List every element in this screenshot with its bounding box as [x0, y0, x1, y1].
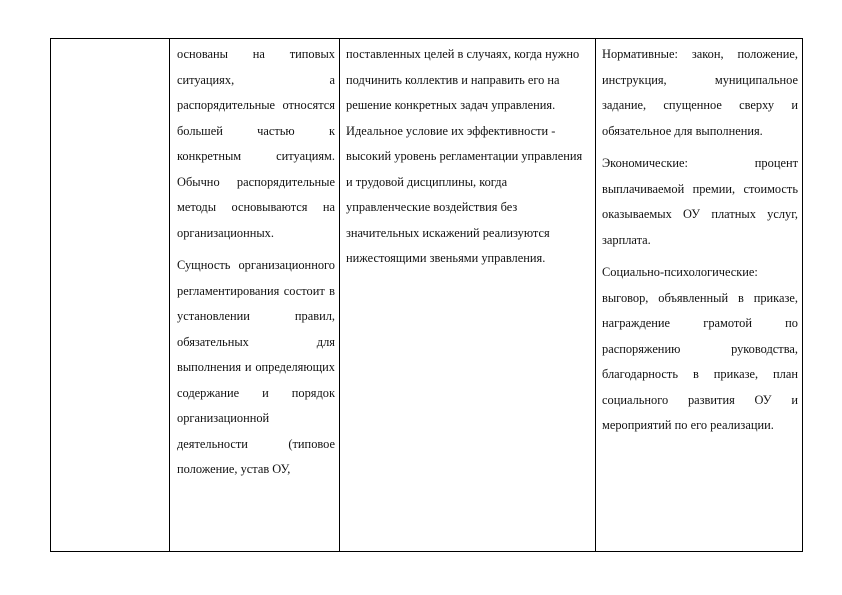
methods-table [50, 38, 803, 552]
cell-col3-content [340, 39, 595, 272]
col2-paragraph-2: Сущность организационного регламентирования состоит в установлении правил, обязательных для выполнения и определяющих содержание и порядок организационной деятельности (типовое положение, устав ОУ, [177, 258, 335, 476]
col4-paragraph-economic: Экономические: процент выплачиваемой премии, стоимость оказываемых ОУ платных услуг, зарплата. [602, 156, 798, 247]
cell-col2 [170, 39, 340, 552]
col3-paragraph-1: поставленных целей в случаях, когда нужно подчинить коллектив и направить его на решение конкретных задач управления. Идеальное условие их эффективности - высокий уровень регламентации управления и трудовой дисциплины, когда управленческие воздействия без значительных искажений реализуются нижестоящими звеньями управления. [346, 47, 583, 265]
cell-col3 [340, 39, 596, 552]
cell-col4 [596, 39, 803, 552]
col2-paragraph-1: основаны на типовых ситуациях, а распорядительные относятся большей частью к конкретным ситуациям. Обычно распорядительные методы основываются на организационных. [177, 47, 335, 240]
cell-col2-content [170, 39, 339, 483]
col4-paragraph-social: Социально-психологические: выговор, объявленный в приказе, награждение грамотой по распоряжению руководства, благодарность в приказе, план социального развития ОУ и мероприятий по его реализации. [602, 265, 798, 432]
cell-col1 [51, 39, 170, 552]
col4-paragraph-normative: Нормативные: закон, положение, инструкция, муниципальное задание, спущенное сверху и обязательное для выполнения. [602, 47, 798, 138]
cell-col4-content [596, 39, 802, 439]
table-row [51, 39, 803, 552]
